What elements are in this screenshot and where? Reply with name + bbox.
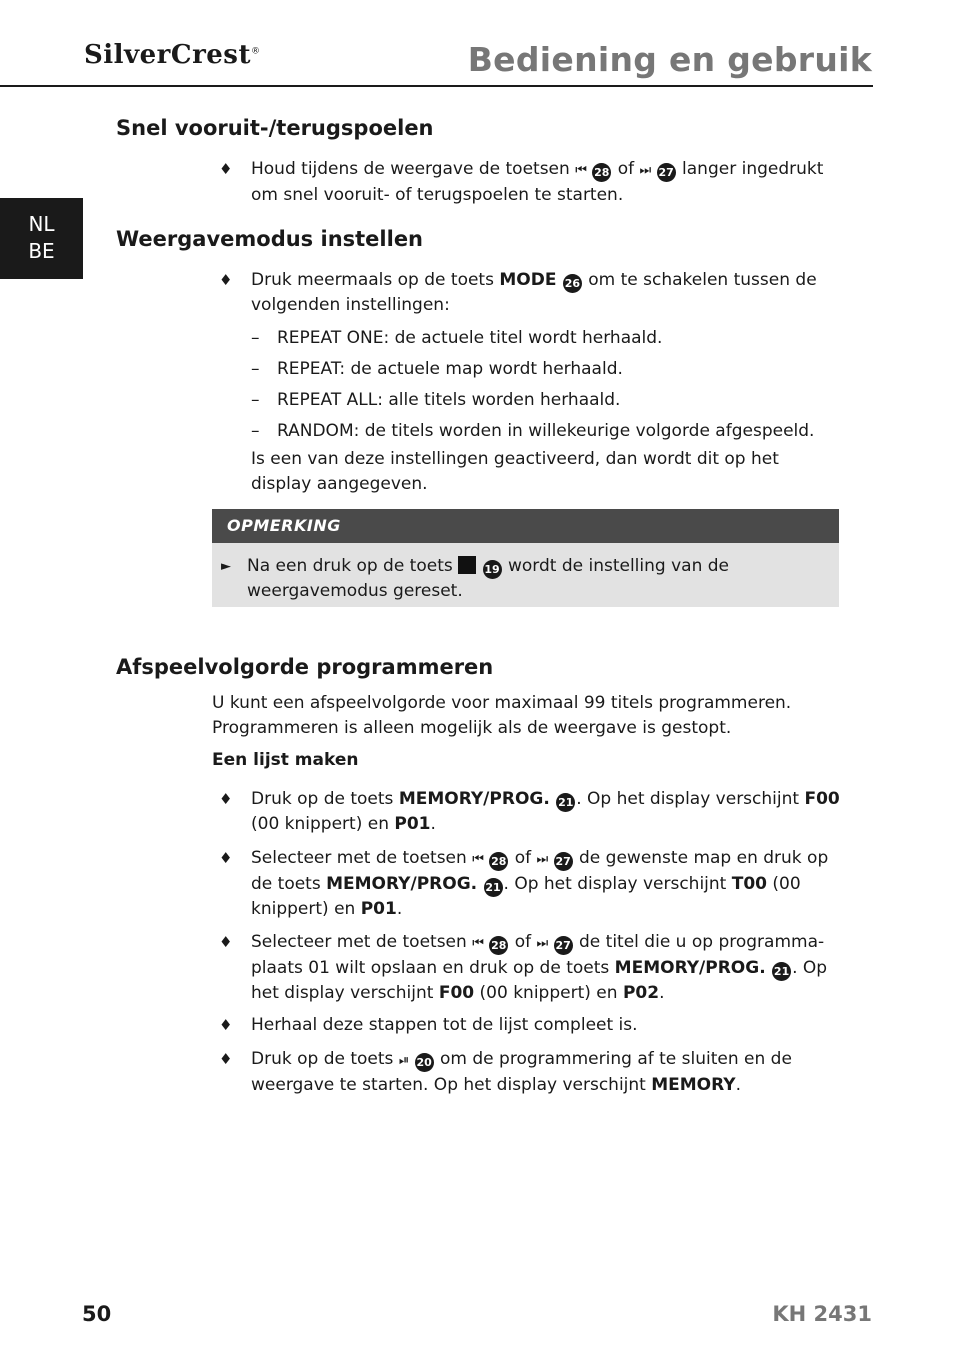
ref-number: 19: [483, 560, 502, 579]
ref-number: 27: [554, 936, 573, 955]
note-label: OPMERKING: [212, 509, 839, 543]
ref-number: 21: [772, 962, 791, 981]
key-label: MEMORY/PROG.: [614, 958, 766, 978]
ref-number: 27: [554, 852, 573, 871]
arrow-icon: ►: [221, 559, 231, 574]
ref-number: 26: [563, 274, 582, 293]
list-item: – REPEAT ALL: alle titels worden herhaald.: [251, 390, 621, 410]
page-number: 50: [82, 1302, 112, 1326]
display-code: P01: [360, 899, 397, 919]
list-item: ♦ Druk op de toets MEMORY/PROG. 21 . Op het display verschijnt F00 (00 knippert) en P01.: [219, 789, 840, 834]
bullet-icon: ♦: [219, 790, 233, 808]
language-code-nl: NL: [28, 212, 55, 236]
display-code: P01: [394, 814, 431, 834]
language-code-be: BE: [28, 239, 55, 263]
page-title: Bediening en gebruik: [467, 40, 872, 79]
previous-track-icon: ⏮: [472, 936, 483, 951]
header-divider: [0, 85, 873, 87]
subheading: Een lijst maken: [212, 750, 359, 770]
note-box: [212, 509, 839, 607]
list-item: ♦ Selecteer met de toetsen ⏮ 28 of ⏭ 27 de titel die u op programma-plaats 01 wilt opslaan en druk op de toets MEMORY/PROG. 21 . Op het display verschijnt F00 (00 knippert) en P02.: [219, 932, 828, 1003]
display-code: F00: [438, 983, 475, 1003]
key-label: MODE: [499, 270, 557, 290]
stop-icon: [458, 556, 476, 574]
ref-number: 20: [415, 1053, 434, 1072]
paragraph: U kunt een afspeelvolgorde voor maximaal 99 titels programmeren. Programmeren is alleen mogelijk als de weergave is gestopt.: [212, 693, 792, 738]
list-item: ♦ Druk meermaals op de toets MODE 26 om te schakelen tussen de volgenden instellingen:: [219, 270, 817, 315]
list-item: – REPEAT ONE: de actuele titel wordt herhaald.: [251, 328, 663, 348]
section-heading-fast-forward: Snel vooruit-/terugspoelen: [116, 116, 434, 140]
display-code: F00: [804, 789, 840, 809]
list-item: ♦ Herhaal deze stappen tot de lijst compleet is.: [251, 1013, 846, 1038]
key-label: MEMORY/PROG.: [398, 789, 550, 809]
ref-number: 28: [592, 163, 611, 182]
play-pause-icon: ⏯: [398, 1053, 409, 1068]
ref-number: 28: [489, 936, 508, 955]
next-track-icon: ⏭: [639, 163, 651, 178]
bullet-icon: ♦: [219, 1050, 233, 1068]
bullet-icon: ♦: [219, 271, 233, 289]
bullet-icon: ♦: [219, 160, 233, 178]
ref-number: 28: [489, 852, 508, 871]
model-number: KH 2431: [772, 1302, 872, 1326]
previous-track-icon: ⏮: [472, 852, 483, 867]
list-item: – REPEAT: de actuele map wordt herhaald.: [251, 359, 623, 379]
paragraph: Is een van deze instellingen geactiveerd, dan wordt dit op het display aangegeven.: [251, 449, 779, 494]
display-code: T00: [731, 874, 768, 894]
display-code: P02: [622, 983, 660, 1003]
brand-logo: [84, 40, 260, 70]
next-track-icon: ⏭: [536, 852, 548, 867]
list-item: ♦ Houd tijdens de weergave de toetsen ⏮ 28 of ⏭ 27 langer ingedrukt om snel vooruit- of terugspoelen te starten.: [219, 159, 824, 205]
language-tab: [0, 198, 83, 279]
registered-mark: ®: [250, 46, 261, 57]
section-heading-programming: Afspeelvolgorde programmeren: [116, 655, 494, 679]
next-track-icon: ⏭: [536, 936, 548, 951]
list-item: ♦ Druk op de toets ⏯ 20 om de programmering af te sluiten en de weergave te starten. Op het display verschijnt MEMORY.: [219, 1049, 792, 1095]
ref-number: 21: [556, 793, 575, 812]
bullet-icon: ♦: [219, 933, 233, 951]
list-item: ♦ Selecteer met de toetsen ⏮ 28 of ⏭ 27 de gewenste map en druk op de toets MEMORY/PROG. 21 . Op het display verschijnt T00 (00 knippert) en P01.: [219, 848, 829, 919]
ref-number: 27: [657, 163, 676, 182]
bullet-icon: ♦: [219, 1016, 233, 1034]
key-label: MEMORY/PROG.: [326, 874, 478, 894]
list-item: – RANDOM: de titels worden in willekeurige volgorde afgespeeld.: [251, 421, 815, 441]
brand-name: SilverCrest: [84, 40, 251, 70]
display-code: MEMORY: [651, 1075, 736, 1095]
bullet-icon: ♦: [219, 849, 233, 867]
note-text: ► Na een druk op de toets 19 wordt de instelling van de weergavemodus gereset.: [221, 556, 730, 601]
previous-track-icon: ⏮: [575, 163, 586, 178]
ref-number: 21: [484, 878, 503, 897]
section-heading-playback-mode: Weergavemodus instellen: [116, 227, 424, 251]
